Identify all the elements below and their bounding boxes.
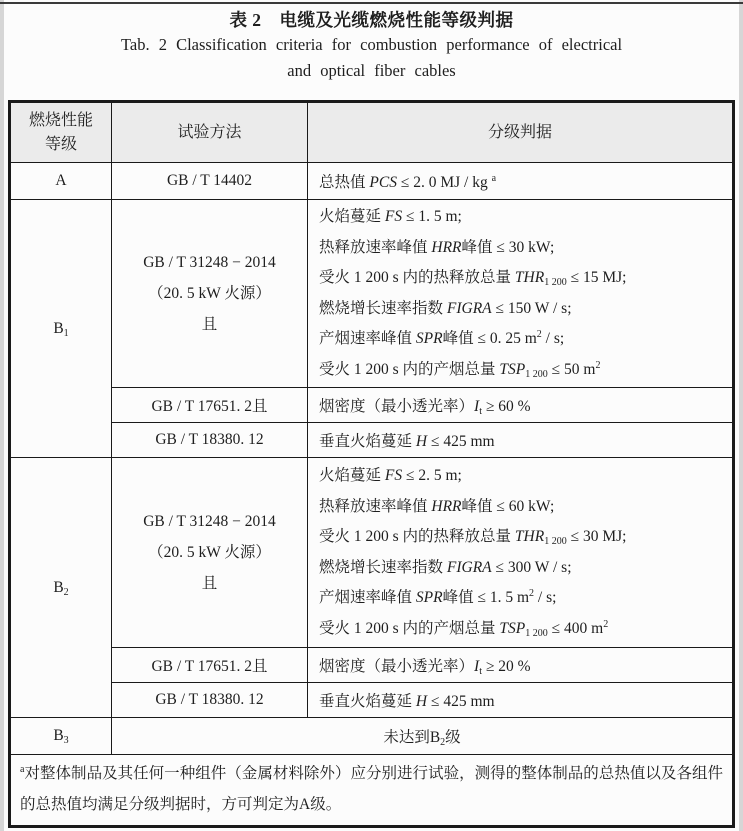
header-method: 试验方法 bbox=[112, 102, 308, 163]
header-row bbox=[10, 102, 734, 163]
b1-method-line2: （20. 5 kW 火源） bbox=[148, 285, 271, 302]
scan-edge-right bbox=[739, 0, 743, 831]
caption-english-line2: and optical fiber cables bbox=[287, 61, 456, 80]
grade-b2-label: $B_2$ bbox=[10, 458, 112, 718]
b2-criterion-6: 受火 1 200 s 内的产烟总量 $TSP_{1 200} \le 400$ $m^2$ bbox=[319, 618, 609, 639]
header-grade-line2: 等级 bbox=[44, 135, 77, 153]
b2-method-smoke: GB / T 17651. 2且 bbox=[112, 648, 308, 683]
b2-method-flame: GB / T 18380. 12 bbox=[112, 683, 308, 718]
row-b2-flame bbox=[10, 683, 734, 718]
b1-method-line1: GB / T 31248 − 2014 bbox=[143, 254, 276, 271]
b2-method-line1: GB / T 31248 − 2014 bbox=[143, 513, 276, 530]
top-rule bbox=[0, 2, 743, 4]
header-criteria: 分级判据 bbox=[308, 102, 734, 163]
b1-method-line3: 且 bbox=[201, 316, 218, 333]
b2-method-main bbox=[112, 458, 308, 648]
b2-method-line2: （20. 5 kW 火源） bbox=[148, 544, 271, 561]
b1-method-flame: GB / T 18380. 12 bbox=[112, 423, 308, 458]
b1-criterion-5: 产烟速率峰值 SPR峰值 ≤ 0. 25 $m^2$ / s; bbox=[319, 329, 565, 347]
b1-method-main bbox=[112, 200, 308, 388]
row-grade-a bbox=[10, 163, 734, 200]
b2-criteria-smoke: 烟密度（最小透光率）$I_t \ge 20$ % bbox=[308, 648, 734, 683]
b2-method-line3: 且 bbox=[201, 575, 218, 592]
row-b1-flame bbox=[10, 423, 734, 458]
table-caption bbox=[0, 8, 743, 84]
scan-edge-left bbox=[0, 0, 4, 831]
b2-criteria-flame: 垂直火焰蔓延 H ≤ 425 mm bbox=[308, 683, 734, 718]
b3-criteria: 未达到$B_2$级 bbox=[112, 718, 734, 755]
grade-a-method: GB / T 14402 bbox=[112, 163, 308, 200]
row-b2-smoke bbox=[10, 648, 734, 683]
grade-a-criteria: 总热值 PCS ≤ 2. 0 MJ / kg $^a$ bbox=[308, 163, 734, 200]
footnote: $^a$对整体制品及其任何一种组件（金属材料除外）应分别进行试验，测得的整体制品的总热值以及各组件的总热值均满足分级判据时，方可判定为A级。 bbox=[10, 755, 734, 827]
header-grade bbox=[10, 102, 112, 163]
b1-criteria-smoke: 烟密度（最小透光率）$I_t \ge 60$ % bbox=[308, 388, 734, 423]
grade-a-label: A bbox=[10, 163, 112, 200]
b1-method-smoke: GB / T 17651. 2且 bbox=[112, 388, 308, 423]
b1-criterion-3: 受火 1 200 s 内的热释放总量 $THR_{1 200} \le 15$ MJ; bbox=[319, 269, 627, 288]
classification-table bbox=[8, 100, 735, 828]
b2-criterion-3: 受火 1 200 s 内的热释放总量 $THR_{1 200} \le 30$ MJ; bbox=[319, 528, 627, 547]
header-grade-line1: 燃烧性能 bbox=[28, 111, 93, 129]
b1-criteria-flame: 垂直火焰蔓延 H ≤ 425 mm bbox=[308, 423, 734, 458]
row-grade-b3 bbox=[10, 718, 734, 755]
b2-criterion-2: 热释放速率峰值 HRR峰值 ≤ 60 kW; bbox=[319, 497, 555, 515]
grade-b3-label: $B_3$ bbox=[10, 718, 112, 755]
b2-criterion-5: 产烟速率峰值 SPR峰值 ≤ 1. 5 $m^2$ / s; bbox=[319, 588, 557, 606]
caption-chinese: 表 2 电缆及光缆燃烧性能等级判据 bbox=[229, 10, 514, 30]
b2-criterion-4: 燃烧增长速率指数 FIGRA ≤ 300 W / s; bbox=[319, 558, 572, 576]
b1-criterion-1: 火焰蔓延 FS ≤ 1. 5 m; bbox=[319, 208, 462, 225]
row-b1-smoke bbox=[10, 388, 734, 423]
b1-criterion-2: 热释放速率峰值 HRR峰值 ≤ 30 kW; bbox=[319, 238, 555, 256]
b1-criterion-4: 燃烧增长速率指数 FIGRA ≤ 150 W / s; bbox=[319, 299, 572, 317]
row-b2-main bbox=[10, 458, 734, 648]
row-b1-main bbox=[10, 200, 734, 388]
b2-criterion-1: 火焰蔓延 FS ≤ 2. 5 m; bbox=[319, 467, 462, 484]
b2-criteria-main bbox=[308, 458, 734, 648]
b1-criterion-6: 受火 1 200 s 内的产烟总量 $TSP_{1 200} \le 50$ $m^2$ bbox=[319, 359, 601, 380]
b1-criteria-main bbox=[308, 200, 734, 388]
grade-b1-label: $B_1$ bbox=[10, 200, 112, 458]
caption-english-line1: Tab. 2 Classification criteria for combustion performance of electrical bbox=[120, 35, 623, 54]
row-footnote bbox=[10, 755, 734, 827]
